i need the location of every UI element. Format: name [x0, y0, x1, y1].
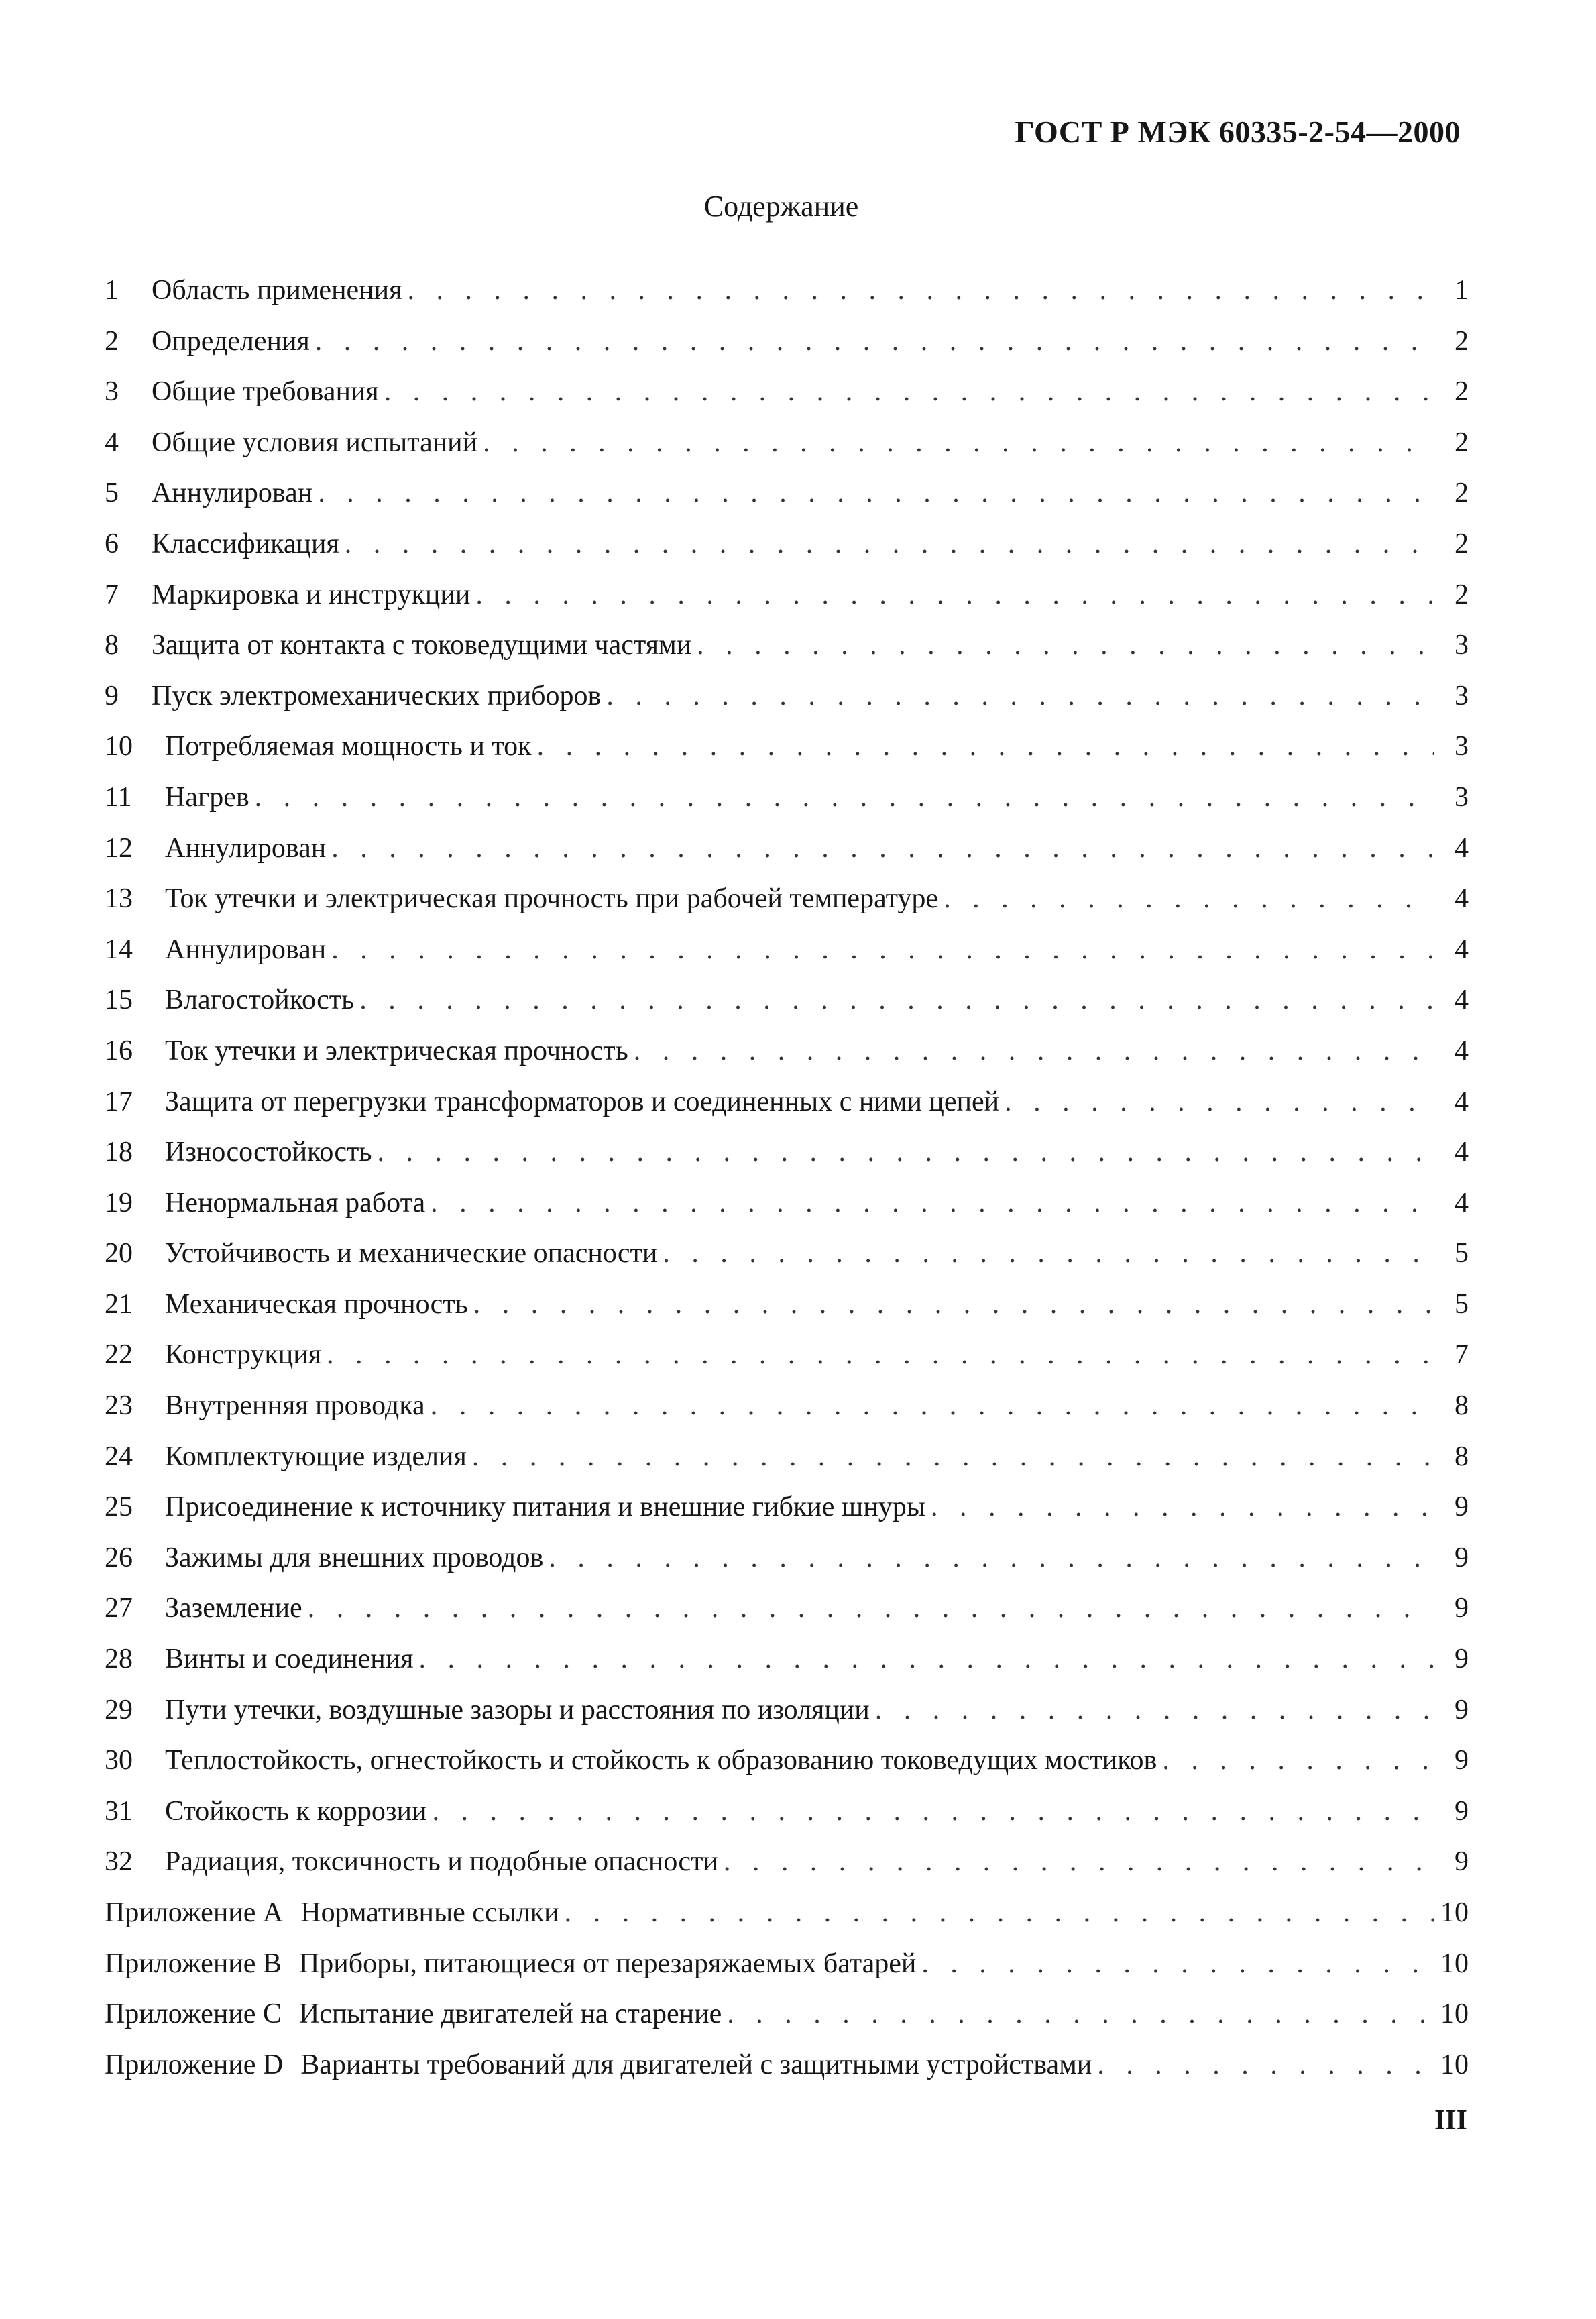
toc-item-label: Маркировка и инструкции	[152, 579, 471, 610]
toc-item-page: 9	[1455, 1745, 1469, 1776]
toc-dot-leader	[483, 418, 1434, 469]
toc-item-number: 22	[105, 1339, 133, 1371]
toc-item-label: Винты и соединения	[165, 1644, 414, 1675]
toc-item[interactable]	[105, 671, 1469, 722]
toc-item-label: Пуск электромеханических приборов	[152, 680, 602, 712]
toc-item-label: Приборы, питающиеся от перезаряжаемых батарей	[298, 1947, 917, 1979]
toc-dot-leader	[308, 1583, 1434, 1634]
toc-dot-leader	[473, 1280, 1434, 1331]
toc-item[interactable]	[105, 1787, 1469, 1837]
toc-dot-leader	[537, 722, 1434, 773]
toc-item-number: 2	[105, 325, 119, 357]
toc-item[interactable]	[105, 570, 1469, 621]
toc-item-page: 8	[1455, 1440, 1469, 1472]
toc-item-page: 4	[1455, 1086, 1469, 1117]
toc-item-page: 5	[1455, 1288, 1469, 1320]
toc-item-number: 30	[105, 1745, 133, 1776]
toc-item-number: 1	[105, 275, 119, 306]
toc-item-label: Радиация, токсичность и подобные опасности	[165, 1846, 718, 1878]
toc-dot-leader	[407, 266, 1434, 317]
toc-item[interactable]	[105, 1634, 1469, 1685]
toc-item[interactable]	[105, 1381, 1469, 1432]
toc-item-number: 3	[105, 376, 119, 408]
toc-dot-leader	[1005, 1077, 1434, 1128]
toc-item-number: 23	[105, 1390, 133, 1422]
toc-item[interactable]	[105, 773, 1469, 824]
toc-dot-leader	[475, 570, 1434, 621]
toc-item[interactable]	[105, 925, 1469, 976]
toc-dot-leader	[432, 1787, 1434, 1837]
toc-dot-leader	[431, 1381, 1434, 1432]
toc-item-page: 5	[1455, 1238, 1469, 1269]
toc-item-label: Устойчивость и механические опасности	[165, 1238, 658, 1269]
toc-item-number: 25	[105, 1491, 133, 1523]
toc-title: Содержание	[703, 190, 859, 223]
toc-item-number: 20	[105, 1238, 133, 1269]
toc-item-number: 15	[105, 984, 133, 1016]
toc-item[interactable]	[105, 1736, 1469, 1787]
toc-item-page: 4	[1455, 1187, 1469, 1219]
toc-item-label: Область применения	[152, 275, 402, 306]
toc-appendix-item[interactable]	[105, 1939, 1469, 1990]
toc-item-page: 8	[1455, 1390, 1469, 1422]
toc-item-label: Определения	[152, 325, 310, 357]
toc-item-page: 2	[1455, 477, 1469, 509]
toc-item-label: Ненормальная работа	[165, 1187, 426, 1219]
toc-appendix-number: Приложение A	[105, 1897, 284, 1928]
toc-item-number: 5	[105, 477, 119, 509]
toc-item-number: 21	[105, 1288, 133, 1320]
toc-dot-leader	[549, 1533, 1434, 1584]
toc-item-label: Внутренняя проводка	[165, 1390, 425, 1422]
toc-item[interactable]	[105, 874, 1469, 925]
toc-dot-leader	[378, 1127, 1434, 1178]
toc-appendix-number: Приложение B	[105, 1947, 282, 1979]
toc-item-label: Аннулирован	[152, 477, 313, 509]
toc-item-label: Стойкость к коррозии	[165, 1795, 427, 1827]
toc-item[interactable]	[105, 1482, 1469, 1533]
toc-dot-leader	[634, 1026, 1434, 1077]
toc-dot-leader	[1097, 2040, 1434, 2091]
toc-appendix-number: Приложение C	[105, 1998, 282, 2030]
toc-dot-leader	[318, 468, 1434, 519]
toc-item-label: Ток утечки и электрическая прочность при рабочей температуре	[165, 883, 939, 915]
toc-item-page: 4	[1455, 1035, 1469, 1066]
toc-dot-leader	[921, 1939, 1434, 1990]
toc-dot-leader	[875, 1685, 1434, 1736]
toc-appendix-item[interactable]	[105, 1989, 1469, 2040]
toc-item-label: Аннулирован	[165, 934, 327, 965]
toc-item-number: 17	[105, 1086, 133, 1117]
document-standard-header: ГОСТ Р МЭК 60335-2-54—2000	[1015, 115, 1461, 149]
toc-item-label: Присоединение к источнику питания и внешние гибкие шнуры	[165, 1491, 925, 1523]
toc-appendix-item[interactable]	[105, 1888, 1469, 1939]
toc-item-page: 3	[1455, 680, 1469, 712]
toc-item-page: 9	[1455, 1694, 1469, 1726]
toc-appendix-item[interactable]	[105, 2040, 1469, 2091]
toc-dot-leader	[724, 1837, 1434, 1888]
toc-item-number: 14	[105, 934, 133, 965]
toc-item-page: 3	[1455, 630, 1469, 661]
toc-dot-leader	[565, 1888, 1434, 1939]
toc-item-number: 31	[105, 1795, 133, 1827]
toc-dot-leader	[431, 1178, 1434, 1229]
toc-dot-leader	[331, 925, 1434, 976]
toc-item-label: Общие требования	[152, 376, 379, 408]
toc-dot-leader	[419, 1634, 1434, 1685]
toc-item-page: 4	[1455, 832, 1469, 864]
toc-dot-leader	[931, 1482, 1434, 1533]
toc-item-page: 2	[1455, 528, 1469, 559]
toc-item[interactable]	[105, 1685, 1469, 1736]
toc-item-label: Теплостойкость, огнестойкость и стойкость к образованию токоведущих мостиков	[165, 1745, 1157, 1776]
toc-item-label: Механическая прочность	[165, 1288, 468, 1320]
toc-item-label: Общие условия испытаний	[152, 427, 478, 458]
toc-item-page: 9	[1455, 1644, 1469, 1675]
toc-item-label: Влагостойкость	[165, 984, 355, 1016]
toc-item[interactable]	[105, 1077, 1469, 1128]
toc-item-page: 4	[1455, 1137, 1469, 1168]
toc-item-label: Износостойкость	[165, 1137, 372, 1168]
toc-item[interactable]	[105, 975, 1469, 1026]
toc-item[interactable]	[105, 1127, 1469, 1178]
toc-item-number: 12	[105, 832, 133, 864]
toc-item-page: 10	[1440, 1998, 1469, 2030]
toc-item[interactable]	[105, 1026, 1469, 1077]
toc-item-number: 13	[105, 883, 133, 915]
toc-item[interactable]	[105, 824, 1469, 874]
toc-dot-leader	[384, 367, 1434, 418]
toc-item-page: 9	[1455, 1795, 1469, 1827]
toc-item-label: Аннулирован	[165, 832, 327, 864]
toc-item-page: 3	[1455, 731, 1469, 762]
toc-item[interactable]	[105, 620, 1469, 671]
toc-item-number: 19	[105, 1187, 133, 1219]
toc-item-page: 4	[1455, 934, 1469, 965]
toc-dot-leader	[315, 317, 1434, 367]
toc-item-number: 28	[105, 1644, 133, 1675]
toc-dot-leader	[359, 975, 1434, 1026]
toc-item[interactable]	[105, 468, 1469, 519]
toc-item-number: 10	[105, 731, 133, 762]
toc-item-label: Ток утечки и электрическая прочность	[165, 1035, 628, 1066]
toc-item[interactable]	[105, 1533, 1469, 1584]
toc-item-page: 10	[1440, 2049, 1469, 2080]
toc-item-label: Испытание двигателей на старение	[298, 1998, 722, 2030]
toc-dot-leader	[727, 1989, 1434, 2040]
toc-item-page: 1	[1455, 275, 1469, 306]
toc-item-label: Защита от контакта с токоведущими частями	[152, 630, 692, 661]
toc-item-number: 27	[105, 1593, 133, 1624]
toc-dot-leader	[327, 1330, 1434, 1381]
toc-item-page: 3	[1455, 781, 1469, 813]
toc-dot-leader	[944, 874, 1434, 925]
toc-item-label: Варианты требований для двигателей с защитными устройствами	[300, 2049, 1092, 2080]
toc-item-page: 7	[1455, 1339, 1469, 1371]
toc-item-label: Пути утечки, воздушные зазоры и расстояния по изоляции	[165, 1694, 870, 1726]
toc-item-label: Нагрев	[165, 781, 249, 813]
toc-item[interactable]	[105, 1330, 1469, 1381]
toc-item-label: Заземление	[165, 1593, 302, 1624]
toc-dot-leader	[345, 519, 1434, 570]
toc-item-page: 2	[1455, 579, 1469, 610]
toc-item-number: 7	[105, 579, 119, 610]
toc-item-page: 2	[1455, 325, 1469, 357]
toc-item[interactable]	[105, 1229, 1469, 1280]
toc-item-number: 6	[105, 528, 119, 559]
toc-item-label: Конструкция	[165, 1339, 322, 1371]
toc-item-page: 9	[1455, 1846, 1469, 1878]
toc-item-number: 8	[105, 630, 119, 661]
toc-dot-leader	[255, 773, 1434, 824]
toc-dot-leader	[331, 824, 1434, 874]
toc-item[interactable]	[105, 519, 1469, 570]
toc-item-label: Защита от перегрузки трансформаторов и соединенных с ними цепей	[165, 1086, 1000, 1117]
toc-item-number: 4	[105, 427, 119, 458]
toc-item-label: Комплектующие изделия	[165, 1440, 467, 1472]
toc-item[interactable]	[105, 266, 1469, 317]
toc-dot-leader	[1162, 1736, 1434, 1787]
toc-item-label: Нормативные ссылки	[300, 1897, 559, 1928]
toc-item-label: Зажимы для внешних проводов	[165, 1542, 544, 1573]
toc-item-number: 18	[105, 1137, 133, 1168]
toc-dot-leader	[472, 1432, 1434, 1483]
toc-item-number: 9	[105, 680, 119, 712]
toc-item-number: 16	[105, 1035, 133, 1066]
page-number: III	[1434, 2105, 1467, 2136]
toc-item[interactable]	[105, 1178, 1469, 1229]
toc-item-number: 26	[105, 1542, 133, 1573]
toc-item[interactable]	[105, 317, 1469, 367]
toc-item-page: 10	[1440, 1897, 1469, 1928]
toc-item-label: Потребляемая мощность и ток	[165, 731, 532, 762]
toc-item[interactable]	[105, 722, 1469, 773]
toc-item-page: 9	[1455, 1491, 1469, 1523]
toc-item-page: 4	[1455, 883, 1469, 915]
toc-item[interactable]	[105, 1432, 1469, 1483]
toc-item-page: 9	[1455, 1593, 1469, 1624]
toc-item[interactable]	[105, 1280, 1469, 1331]
toc-item-page: 2	[1455, 376, 1469, 408]
toc-item[interactable]	[105, 367, 1469, 418]
toc-item-number: 11	[105, 781, 132, 813]
toc-item-page: 9	[1455, 1542, 1469, 1573]
toc-dot-leader	[663, 1229, 1434, 1280]
toc-item-page: 10	[1440, 1947, 1469, 1979]
toc-item-number: 29	[105, 1694, 133, 1726]
toc-dot-leader	[697, 620, 1434, 671]
toc-item-page: 2	[1455, 427, 1469, 458]
toc-item-number: 24	[105, 1440, 133, 1472]
toc-item-number: 32	[105, 1846, 133, 1878]
toc-item[interactable]	[105, 418, 1469, 469]
toc-dot-leader	[606, 671, 1434, 722]
toc-item[interactable]	[105, 1837, 1469, 1888]
toc-item[interactable]	[105, 1583, 1469, 1634]
toc-item-page: 4	[1455, 984, 1469, 1016]
toc-appendix-number: Приложение D	[105, 2049, 284, 2080]
toc-item-label: Классификация	[152, 528, 339, 559]
table-of-contents	[105, 266, 1469, 2090]
